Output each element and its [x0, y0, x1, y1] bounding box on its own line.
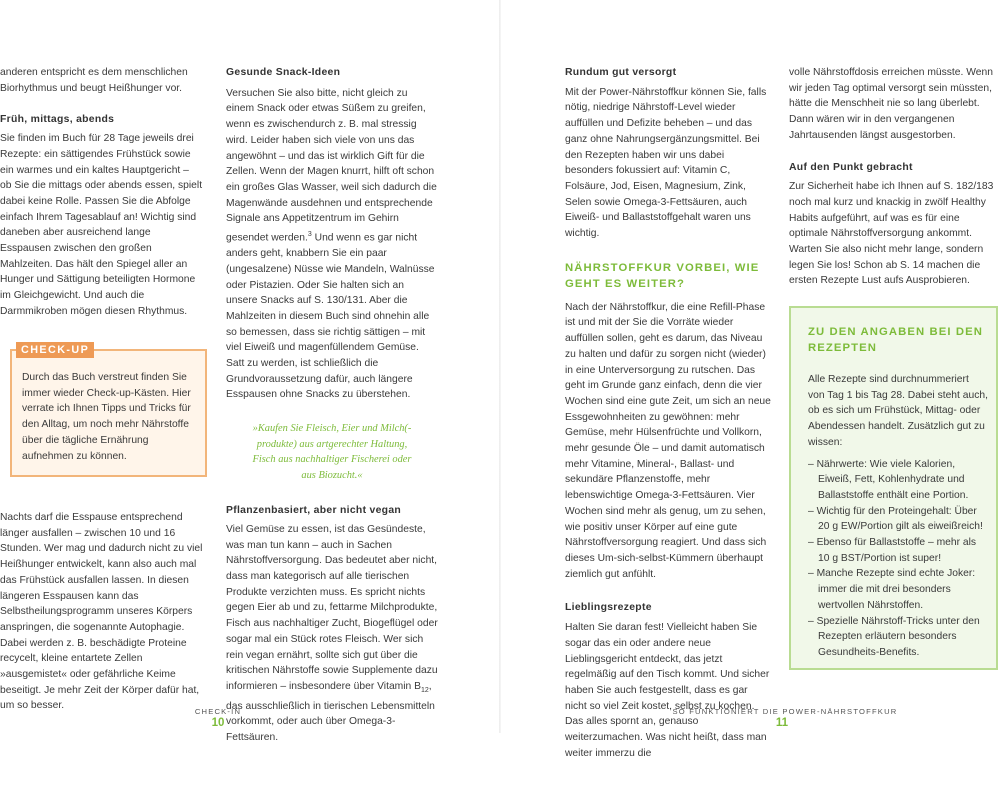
section-heading: Auf den Punkt gebracht [789, 161, 913, 173]
footer-section-label: CHECK-IN [194, 707, 242, 716]
section-heading: Rundum gut versorgt [565, 67, 677, 78]
section-heading: Lieblingsrezepte [565, 602, 652, 614]
info-box-heading: ZU DEN ANGABEN BEI DEN REZEPTEN [808, 326, 984, 354]
paragraph: Zur Sicherheit habe ich Ihnen auf S. 182/183 noch mal kurz und knackig in zwölf Healthy Habits aufgeführt, auf was es für eine optimale Nährstoffversorgung ankommt. Warten Sie also nicht mehr lange, sondern legen Sie los! Schon ab S. 14 machen die ersten Rezepte Lust aufs Ausprobieren. [789, 181, 994, 287]
section-heading: Pflanzenbasiert, aber nicht vegan [226, 505, 402, 517]
column-1-top [0, 65, 203, 320]
text-run: Versuchen Sie also bitte, nicht gleich zu einem Snack oder etwas Süßem zu greifen, wenn es zwischendurch z. B. mal stressig wird. Leider haben sich viele von uns das angewöhnt – und das ist wirklich Gift für die Zellen. Wenn der Magen knurrt, hilft oft schon ein großes Glas Wasser, weil sich dadurch die Magenwände ausdehnen und entsprechende Signale ans Appetitzentrum im Gehirn gesendet werden. [226, 87, 437, 244]
page-fold [499, 0, 501, 733]
checkup-text: Durch das Buch verstreut finden Sie immer wieder Check-up-Kästen. Hier verrate ich Ihnen Tipps und Tricks für den Alltag, um noch mehr Nährstoffe über die tägliche Ernährung aufnehmen zu können. [22, 372, 191, 462]
margin-area [0, 733, 1000, 800]
page-number: 10 [211, 717, 225, 729]
footnote-ref: 3 [307, 231, 312, 239]
section-heading: Früh, mittags, abends [0, 114, 115, 126]
paragraph: Nach der Nährstoffkur, die eine Refill-Phase ist und mit der Sie die Vorräte wieder auffüllen sollen, geht es darum, das Niveau zu halten und dafür zu sorgen nicht (wieder) in eine Unterversorgung zu rutschen. Das geht im Grunde ganz einfach, denn die vier Wochen sind eine gute Zeit, um sich an neue Essgewohnheiten zu gewöhnen: mehr Gemüse, mehr Hülsenfrüchte und Vollkorn, mehr gesunde Öle – und damit automatisch mehr Vitamine, Mineral-, Ballast- und sekundäre Pflanzenstoffe, mehr lebenswichtige Omega-3-Fettsäuren. Vier Wochen sind mehr als genug, um zu sehen, wie positiv unser Körper auf eine gute Nährstoffversorgung reagiert. Und dass sich dieses Um-sich-selbst-Kümmern überhaupt ziemlich gut anfühlt. [565, 301, 771, 580]
section-heading: Gesunde Snack-Ideen [226, 67, 341, 78]
page-number: 11 [775, 717, 789, 729]
column-2 [226, 65, 438, 746]
text-run: Und wenn es gar nicht anders geht, knabbern Sie ein paar (ungesalzene) Nüsse wie Mandeln, Walnüsse oder Pistazien. Oder Sie halten sich an unsere Snacks auf S. 130/131. Aber die Mahlzeiten in diesem Buch sind ohnehin alle so bemessen, dass sie richtig sättigen – mit viel Eiweiß und magenfüllendem Gemüse. Satt zu werden, ist schließlich die Grundvoraussetzung dafür, auch längere Esspausen ohne Snacks zu überstehen. [226, 232, 435, 401]
green-heading: NÄHRSTOFFKUR VORBEI, WIE GEHT ES WEITER? [565, 261, 760, 290]
paragraph: anderen entspricht es dem menschlichen Biorhythmus und beugt Heißhunger vor. [0, 67, 188, 94]
list-item: – Manche Rezepte sind echte Joker: immer die mit drei besonders wertvollen Nährstoffen. [808, 568, 976, 611]
text-run: Viel Gemüse zu essen, ist das Gesündeste, was man tun kann – auch in Sachen Nährstoffversorgung. Das bedeutet aber nicht, dass man kategorisch auf alle tierischen Produkte verzichten muss. Es spricht nichts gegen Eier ab und zu, fettarme Milchprodukte, Fisch aus nachhaltiger Zucht, Biogeflügel oder sogar mal ein Stück rotes Fleisch. Wer sich rein vegan ernährt, sollte sich gut über die kritischen Nährstoffe sowie Supplemente dazu informieren – insbesondere über Vitamin B [226, 523, 438, 692]
info-box-paragraph: Alle Rezepte sind durchnummeriert von Tag 1 bis Tag 28. Dabei steht auch, ob es sich um Frühstück, Mittag- oder Abendessen handelt. Zusätzlich gut zu wissen: [808, 374, 988, 448]
column-1-bottom [0, 510, 207, 714]
checkup-tag: CHECK-UP [16, 342, 94, 358]
paragraph: Sie finden im Buch für 28 Tage jeweils drei Rezepte: ein sättigendes Frühstück sowie ein warmes und ein kaltes Hauptgericht – ob Sie die mittags oder abends essen, spielt dabei keine Rolle. Passen Sie die Abfolge einfach Ihrem Tagesablauf an! Wichtig sind daneben aber ausreichend lange Esspausen zwischen den großen Mahlzeiten. Das hält den Spiegel aller an Hunger und Sättigung beteiligten Hormone im Gleichgewicht. Und auch die Darmmikroben mögen diesen Rhythmus. [0, 133, 203, 317]
paragraph: Nachts darf die Esspause entsprechend länger ausfallen – zwischen 10 und 16 Stunden. Wer mag und dadurch nicht zu viel Heißhunger entwickelt, kann also auch mal das Frühstück ausfallen lassen. In diesen längeren Esspausen kann das Selbstheilungsprogramm unseres Körpers anspringen, die sogenannte Autophagie. Dabei werden z. B. beschädigte Proteine recycelt, kleine entartete Zellen »ausgemistet« oder gefährliche Keime beseitigt. Je mehr Zeit der Körper dafür hat, um so besser. [0, 512, 203, 712]
list-item: – Wichtig für den Proteingehalt: Über 20 g EW/Portion gilt als eiweißreich! [808, 505, 983, 533]
info-box-content [808, 324, 988, 661]
paragraph: volle Nährstoffdosis erreichen müsste. Wenn wir jeden Tag optimal versorgt sein müssten, hätte die Menschheit nie so lang überlebt. Dann wären wir in den vergangenen Jahrtausenden längst ausgestorben. [789, 67, 993, 141]
pull-quote: »Kaufen Sie Fleisch, Eier und Milch(-produkte) aus artgerechter Haltung, Fisch aus nachhaltiger Fischerei oder aus Biozucht.« [252, 423, 412, 481]
subscript: 12 [421, 686, 429, 694]
paragraph: Halten Sie daran fest! Vielleicht haben Sie sogar das ein oder andere neue Lieblingsgericht entdeckt, das jetzt regelmäßig auf den Tisch kommt. Und sicher haben Sie auch festgestellt, dass es gar nicht so viel Zeit kostet, selbst zu kochen. Das alles spornt an, genauso weiterzumachen. Was nicht heißt, dass man weiter immerzu die [565, 622, 770, 759]
footer-section-label: SO FUNKTIONIERT DIE POWER-NÄHRSTOFFKUR [672, 707, 898, 716]
column-4 [789, 65, 998, 289]
list-item: – Spezielle Nährstoff-Tricks unter den Rezepten erläutern besonders Gesundheits-Benefits. [808, 615, 980, 658]
list-item: – Nährwerte: Wie viele Kalorien, Eiweiß, Fett, Kohlenhydrate und Ballaststoffe enthält eine Portion. [808, 458, 969, 501]
paragraph [226, 86, 438, 403]
column-3 [565, 65, 772, 761]
list-item: – Ebenso für Ballaststoffe – mehr als 10 g BST/Portion ist super! [808, 537, 977, 564]
paragraph: Mit der Power-Nährstoffkur können Sie, falls nötig, niedrige Nährstoff-Level wieder auffüllen und Defizite beheben – und das ganz ohne Nahrungsergänzungsmittel. Bei den Rezepten haben wir uns dabei besonders fokussiert auf: Vitamin C, Folsäure, Jod, Eisen, Magnesium, Zink, Selen sowie Omega-3-Fettsäuren, auch Eiweiß- und Ballaststoffgehalt waren uns wichtig. [565, 86, 767, 240]
info-box-list [808, 457, 988, 661]
text-run: , das ausschließlich in tierischen Lebensmitteln vorkommt, oder auch über Omega-3-Fettsäuren. [226, 680, 435, 744]
